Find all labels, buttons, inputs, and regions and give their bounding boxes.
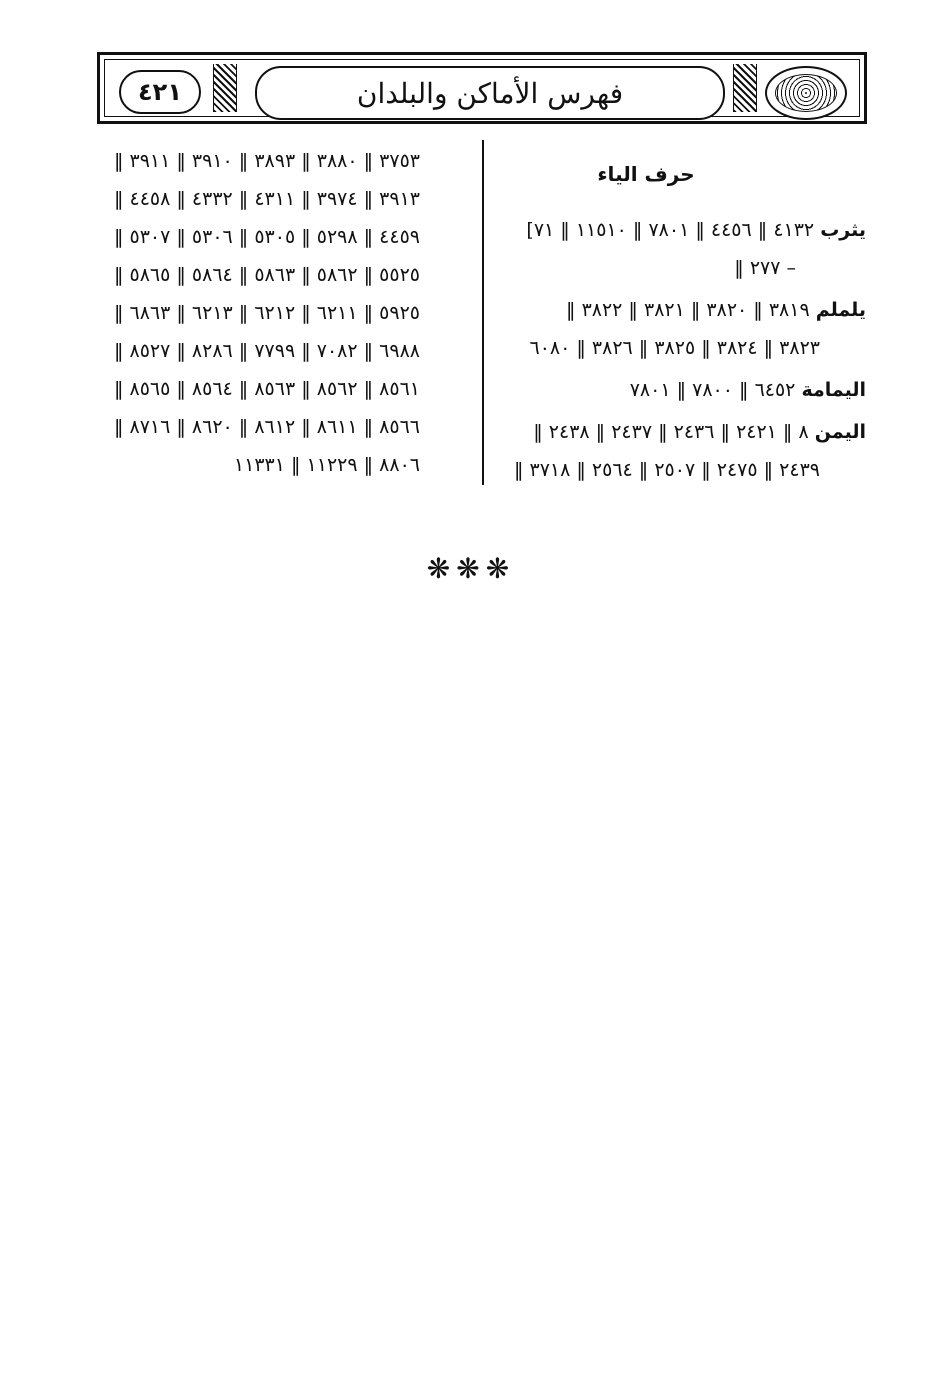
right-column [496, 155, 866, 493]
entry-refs: ٦٤٥٢ ‖ ٧٨٠٠ ‖ ٧٨٠١ [629, 379, 796, 401]
entry-name: يثرب [820, 219, 866, 241]
section-title: حرف الياء [597, 162, 695, 186]
left-column [100, 142, 420, 484]
entry-name: اليمامة [801, 379, 866, 401]
entry-name: يلملم [815, 299, 866, 321]
section-end-stars: ❋❋❋ [426, 552, 516, 585]
column-divider [482, 140, 484, 485]
ornament-band-left [213, 64, 237, 112]
entry-refs: ٣٨١٩ ‖ ٣٨٢٠ ‖ ٣٨٢١ ‖ ٣٨٢٢ ‖ [566, 299, 810, 321]
index-entry [496, 291, 866, 367]
entry-name: اليمن [814, 421, 866, 443]
page-header [97, 52, 867, 124]
page-number: ٤٢١ [119, 70, 201, 114]
index-entry [496, 371, 866, 409]
header-frame [104, 59, 860, 117]
refs-line: ٣٩١٣ ‖ ٣٩٧٤ ‖ ٤٣١١ ‖ ٤٣٣٢ ‖ ٤٤٥٨ ‖ [113, 188, 420, 210]
index-entry [496, 211, 866, 287]
page-title: فهرس الأماكن والبلدان [255, 66, 725, 120]
refs-line: ٨٥٦١ ‖ ٨٥٦٢ ‖ ٨٥٦٣ ‖ ٨٥٦٤ ‖ ٨٥٦٥ ‖ [113, 378, 420, 400]
refs-line: ٥٩٢٥ ‖ ٦٢١١ ‖ ٦٢١٢ ‖ ٦٢١٣ ‖ ٦٨٦٣ ‖ [113, 302, 420, 324]
refs-line: ٦٩٨٨ ‖ ٧٠٨٢ ‖ ٧٧٩٩ ‖ ٨٢٨٦ ‖ ٨٥٢٧ ‖ [113, 340, 420, 362]
entry-refs: – ٢٧٧ ‖ [734, 257, 796, 279]
refs-line: ٥٥٢٥ ‖ ٥٨٦٢ ‖ ٥٨٦٣ ‖ ٥٨٦٤ ‖ ٥٨٦٥ ‖ [113, 264, 420, 286]
entry-refs: ٨ ‖ ٢٤٢١ ‖ ٢٤٣٦ ‖ ٢٤٣٧ ‖ ٢٤٣٨ ‖ [533, 421, 809, 443]
entry-refs: ٣٨٢٣ ‖ ٣٨٢٤ ‖ ٣٨٢٥ ‖ ٣٨٢٦ ‖ ٦٠٨٠ [529, 337, 820, 359]
entry-refs: ٢٤٣٩ ‖ ٢٤٧٥ ‖ ٢٥٠٧ ‖ ٢٥٦٤ ‖ ٣٧١٨ ‖ [513, 459, 820, 481]
index-entry [496, 413, 866, 489]
entry-refs: ٤١٣٢ ‖ ٤٤٥٦ ‖ ٧٨٠١ ‖ ١١٥١٠ ‖ ٧١] [526, 219, 815, 241]
ornament-band-right [733, 64, 757, 112]
refs-line: ٣٧٥٣ ‖ ٣٨٨٠ ‖ ٣٨٩٣ ‖ ٣٩١٠ ‖ ٣٩١١ ‖ [113, 150, 420, 172]
refs-line: ٤٤٥٩ ‖ ٥٢٩٨ ‖ ٥٣٠٥ ‖ ٥٣٠٦ ‖ ٥٣٠٧ ‖ [113, 226, 420, 248]
medallion-logo-icon [765, 66, 847, 120]
refs-line: ٨٨٠٦ ‖ ١١٢٢٩ ‖ ١١٣٣١ [233, 454, 420, 476]
refs-line: ٨٥٦٦ ‖ ٨٦١١ ‖ ٨٦١٢ ‖ ٨٦٢٠ ‖ ٨٧١٦ ‖ [113, 416, 420, 438]
